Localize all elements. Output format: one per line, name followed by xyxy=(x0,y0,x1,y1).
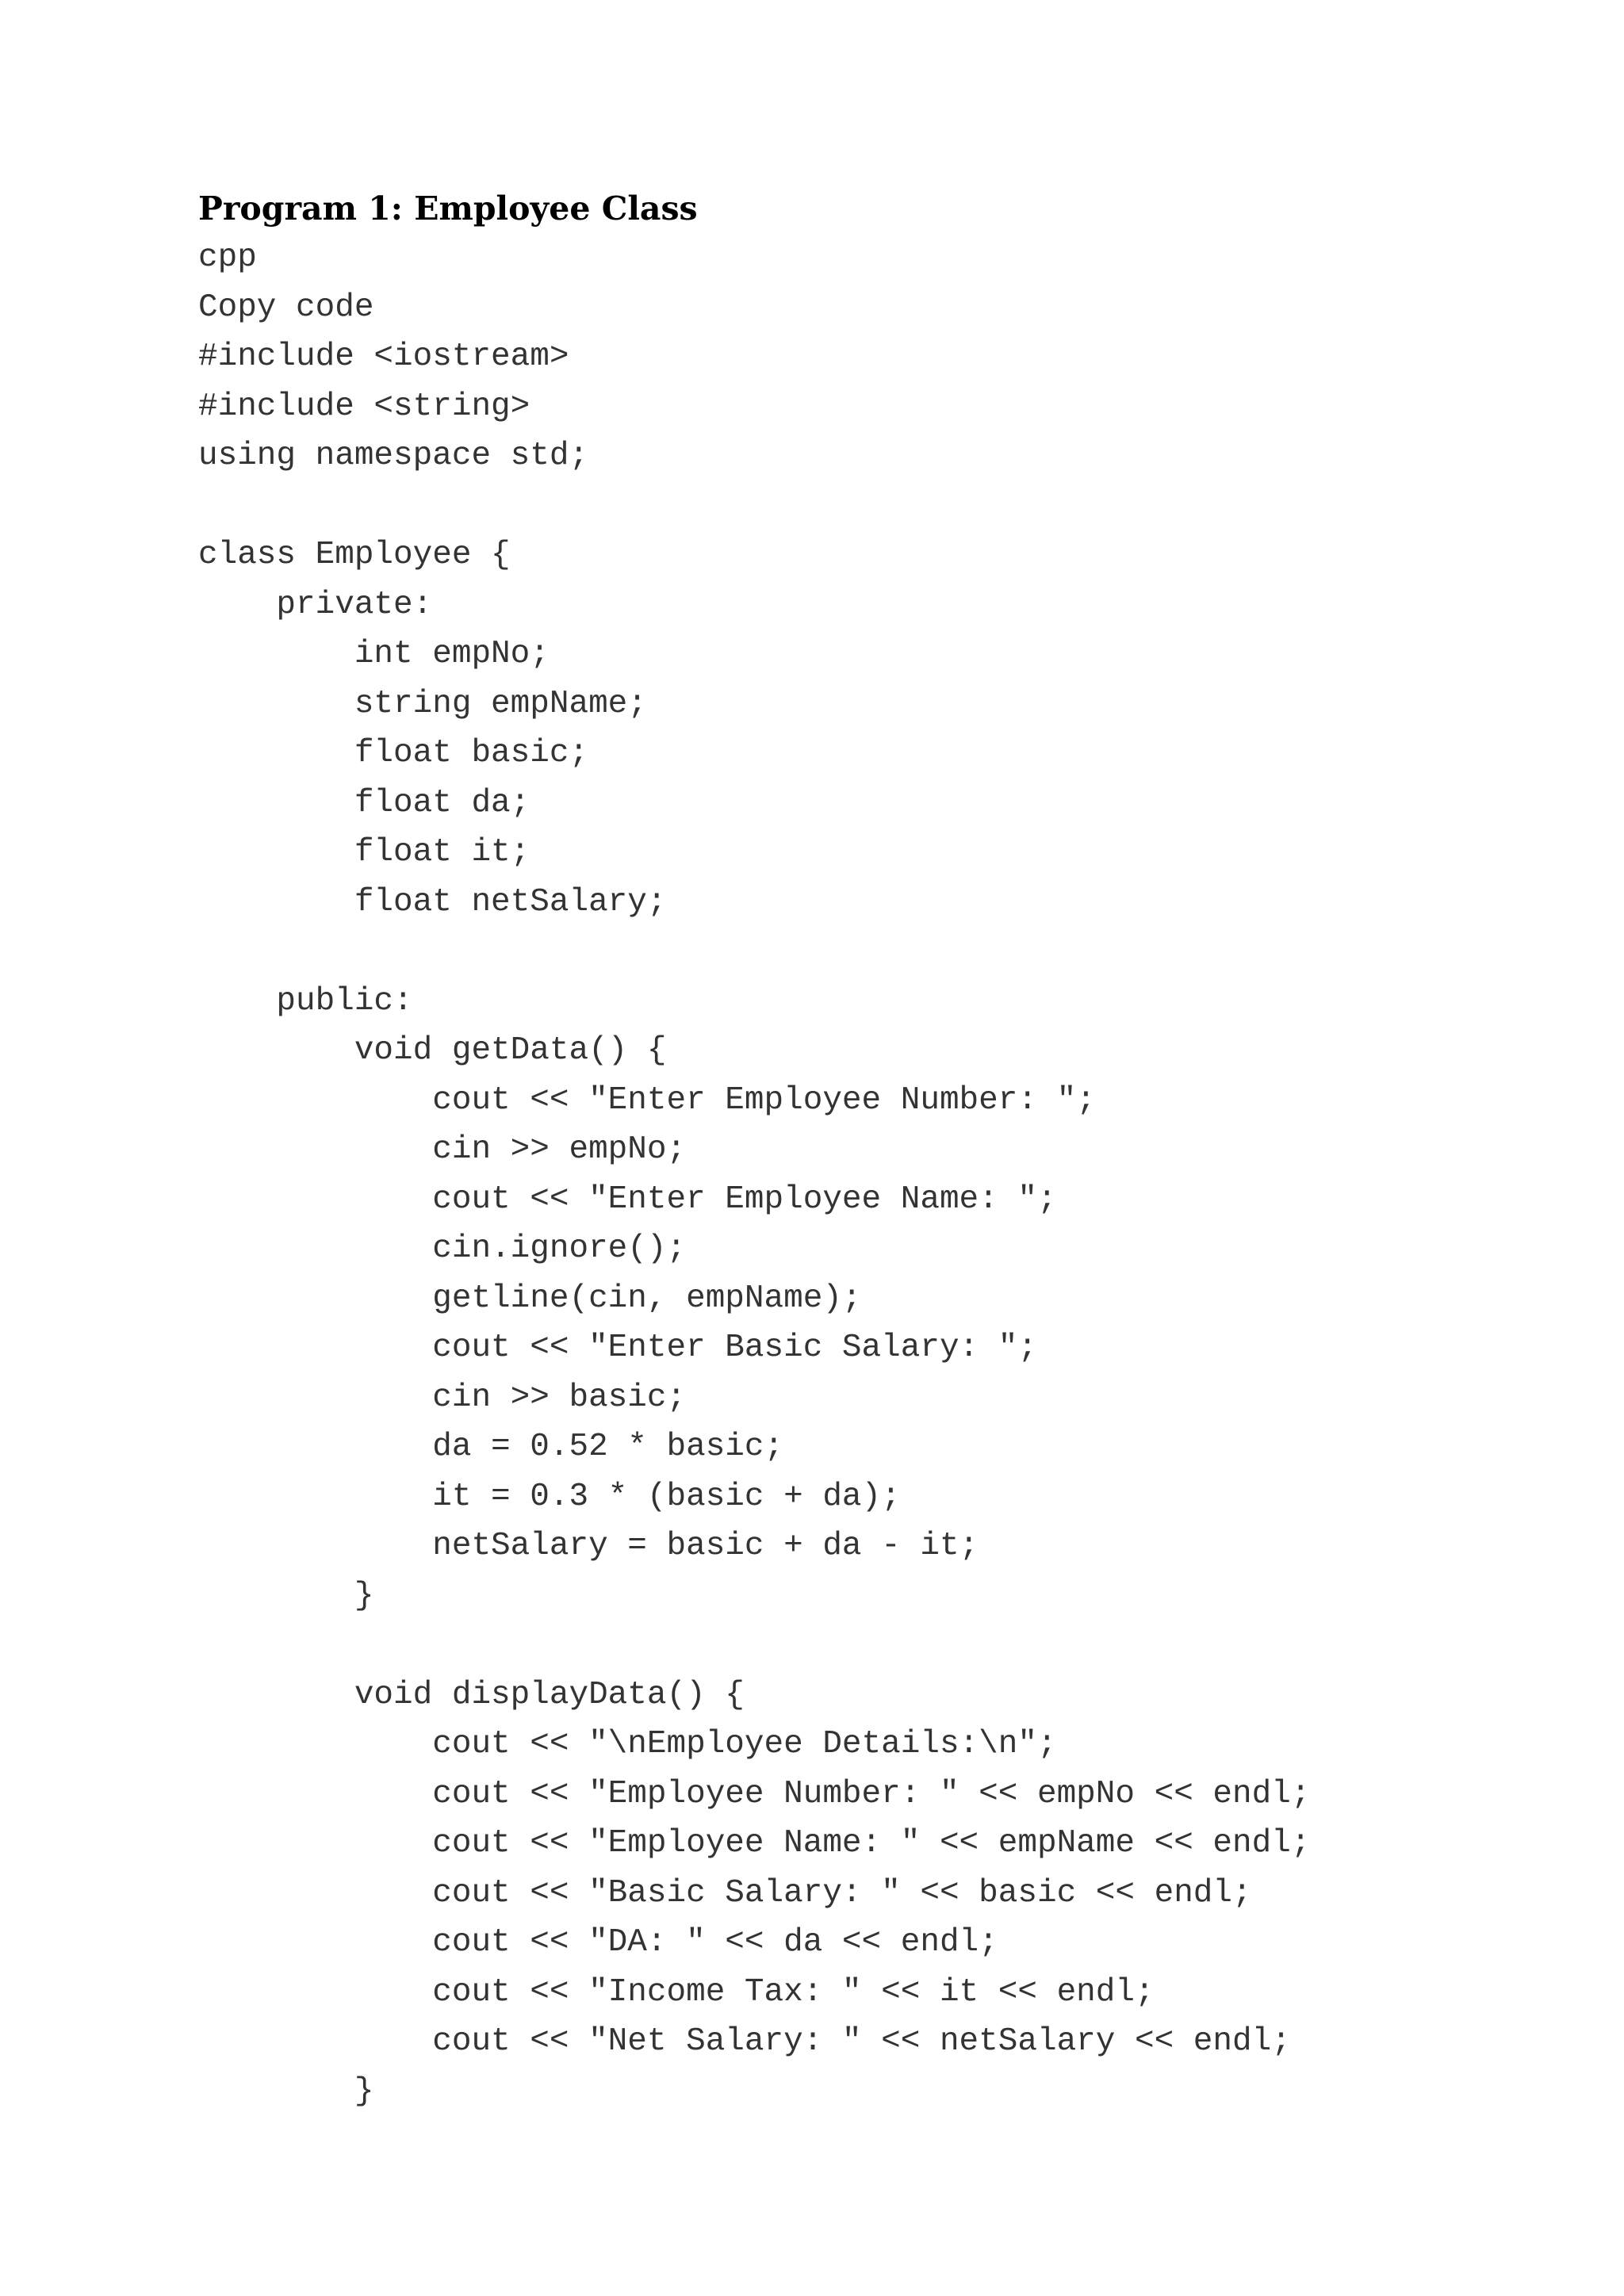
code-line: cout << "Enter Basic Salary: "; xyxy=(198,1330,1037,1366)
code-line: it = 0.3 * (basic + da); xyxy=(198,1478,901,1515)
code-line: class Employee { xyxy=(198,537,511,573)
code-line: public: xyxy=(198,982,413,1020)
code-line: cout << "Enter Employee Name: "; xyxy=(198,1181,1057,1218)
code-line: cout << "Employee Number: " << empNo << endl; xyxy=(198,1775,1311,1812)
code-line xyxy=(198,481,1310,531)
program-title: Program 1: Employee Class xyxy=(198,189,698,228)
code-line: cin.ignore(); xyxy=(198,1230,687,1267)
code-line: void displayData() { xyxy=(198,1676,745,1713)
code-line: using namespace std; xyxy=(198,438,589,474)
code-line: cpp xyxy=(198,239,257,276)
code-line: float netSalary; xyxy=(198,883,667,920)
code-line: float da; xyxy=(198,784,530,821)
code-line: cout << "Enter Employee Number: "; xyxy=(198,1081,1096,1119)
code-line: cin >> empNo; xyxy=(198,1131,687,1168)
code-line: cin >> basic; xyxy=(198,1379,687,1416)
code-line: #include <string> xyxy=(198,388,530,425)
code-line: cout << "Net Salary: " << netSalary << endl; xyxy=(198,2023,1291,2060)
code-line: } xyxy=(198,2072,374,2110)
code-line: void getData() { xyxy=(198,1032,667,1069)
code-line: da = 0.52 * basic; xyxy=(198,1429,784,1465)
code-line: cout << "Income Tax: " << it << endl; xyxy=(198,1973,1155,2011)
code-line: float it; xyxy=(198,834,530,871)
code-line: } xyxy=(198,1577,374,1614)
code-line: int empNo; xyxy=(198,636,550,672)
code-line: cout << "DA: " << da << endl; xyxy=(198,1924,998,1961)
code-line: float basic; xyxy=(198,735,589,771)
code-block xyxy=(198,233,1310,2116)
code-line: cout << "Employee Name: " << empName << endl; xyxy=(198,1825,1311,1862)
code-line: private: xyxy=(198,586,433,623)
code-line xyxy=(198,927,1310,977)
code-line: cout << "Basic Salary: " << basic << endl; xyxy=(198,1874,1252,1911)
code-line xyxy=(198,1621,1310,1670)
code-line: Copy code xyxy=(198,289,374,326)
code-line: cout << "\nEmployee Details:\n"; xyxy=(198,1726,1057,1762)
code-line: #include <iostream> xyxy=(198,339,569,375)
code-line: getline(cin, empName); xyxy=(198,1280,862,1317)
code-line: string empName; xyxy=(198,685,647,722)
code-line: netSalary = basic + da - it; xyxy=(198,1528,979,1564)
